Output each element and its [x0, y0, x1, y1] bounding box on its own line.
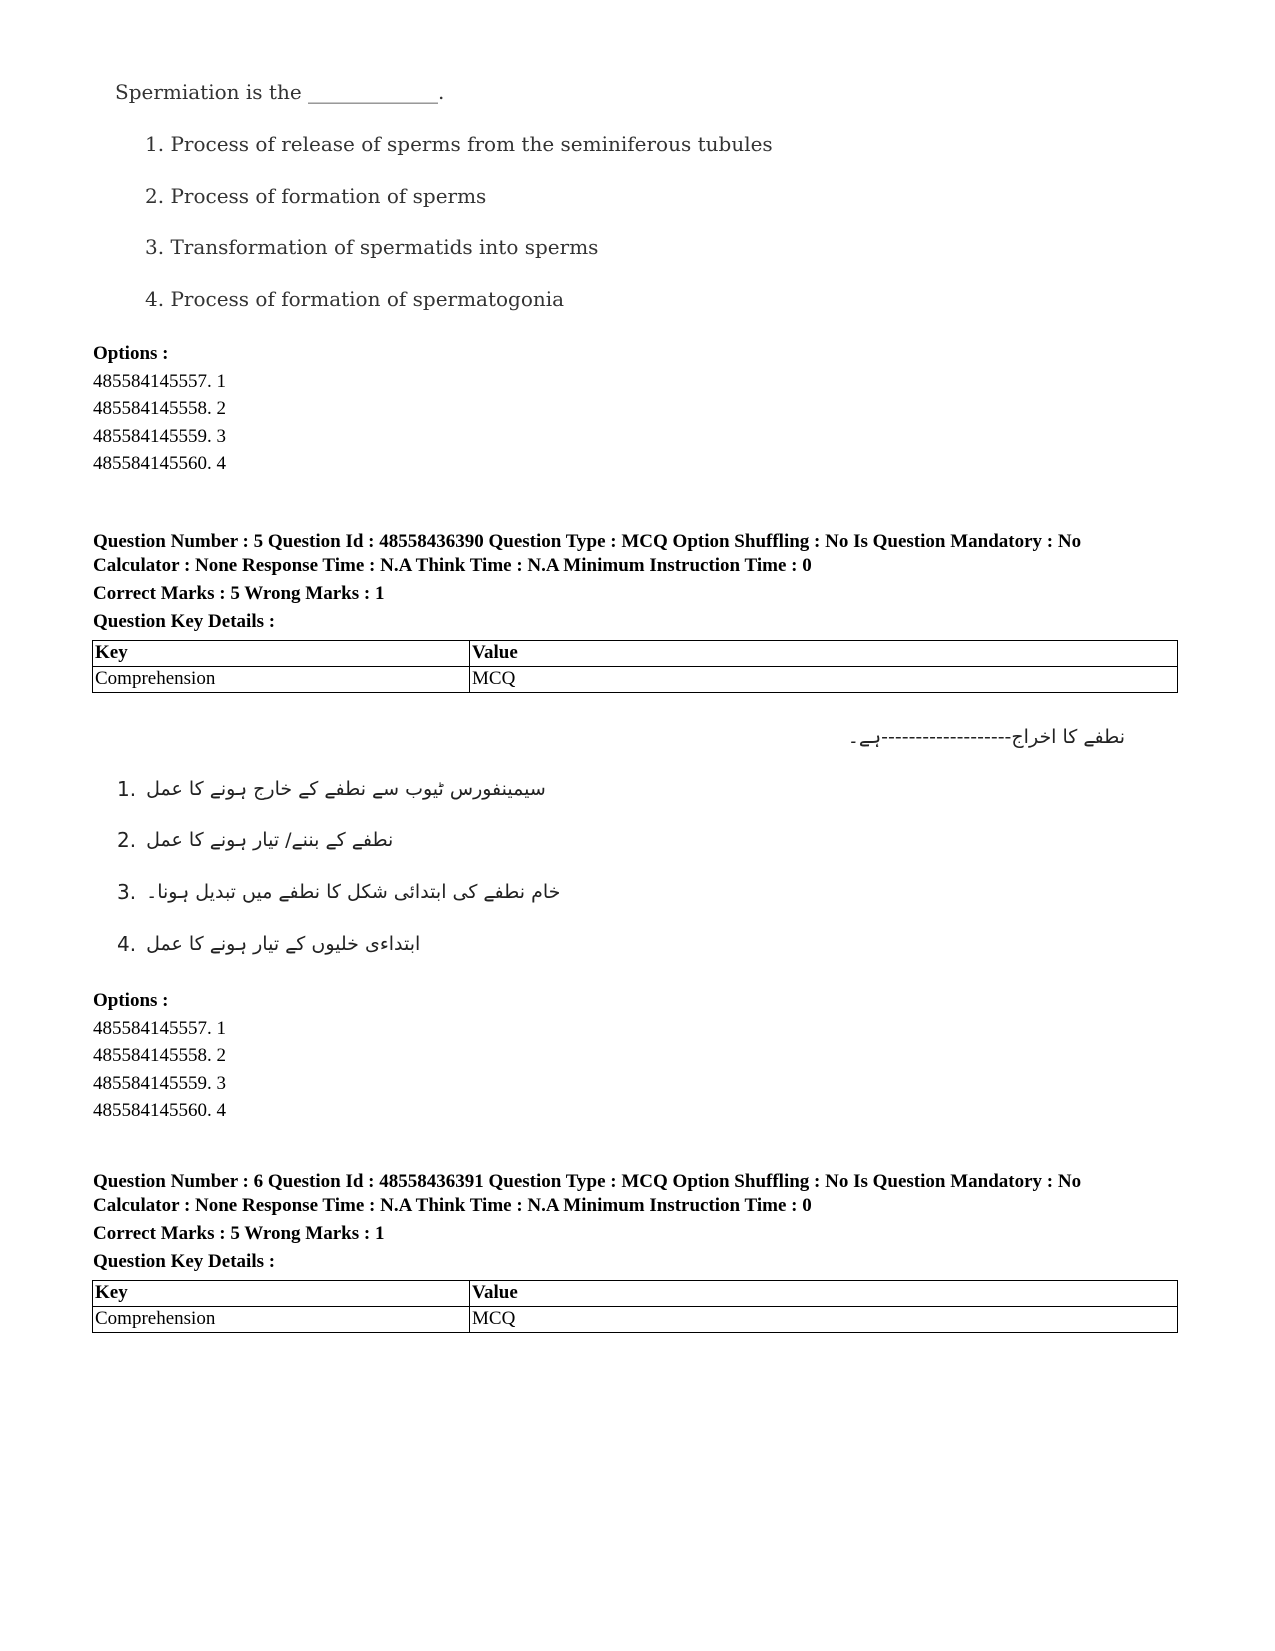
- option-2: 485584145558. 2: [93, 1045, 226, 1066]
- table-cell-key: Comprehension: [93, 1307, 470, 1333]
- question-stem: Spermiation is the _____________.: [115, 80, 445, 104]
- table-row: [93, 1307, 1178, 1333]
- urdu-choice-text: خام نطفے کی ابتدائی شکل کا نطفے میں تبدیل ہونا۔: [146, 881, 561, 903]
- urdu-choice-number: 3.: [117, 880, 137, 904]
- option-4: 485584145560. 4: [93, 1100, 226, 1121]
- choice-2: 2. Process of formation of sperms: [145, 184, 487, 208]
- urdu-choice-text: سیمینفورس ٹیوب سے نطفے کے خارج ہونے کا عمل: [146, 778, 546, 800]
- table-header-value: Value: [470, 641, 1178, 667]
- urdu-choice-text: نطفے کے بننے/ تیار ہونے کا عمل: [146, 829, 394, 851]
- urdu-choice-number: 1.: [117, 777, 137, 801]
- options-label: Options :: [93, 990, 169, 1011]
- choice-3: 3. Transformation of spermatids into sperms: [145, 235, 599, 259]
- table-cell-key: Comprehension: [93, 667, 470, 693]
- table-header-key: Key: [93, 1281, 470, 1307]
- urdu-choice-text: ابتداءی خلیوں کے تیار ہونے کا عمل: [146, 933, 421, 955]
- question-header-line1: Question Number : 5 Question Id : 48558436390 Question Type : MCQ Option Shuffling : No Is Question Mandatory : No: [93, 531, 1082, 552]
- marks-line: Correct Marks : 5 Wrong Marks : 1: [93, 1223, 385, 1244]
- table-row: [93, 667, 1178, 693]
- option-3: 485584145559. 3: [93, 426, 226, 447]
- key-value-table: [92, 640, 1178, 693]
- option-1: 485584145557. 1: [93, 371, 226, 392]
- choice-1: 1. Process of release of sperms from the seminiferous tubules: [145, 132, 773, 156]
- table-cell-value: MCQ: [470, 1307, 1178, 1333]
- urdu-question-stem: نطفے کا اخراج-------------------ہے۔: [847, 726, 1125, 748]
- marks-line: Correct Marks : 5 Wrong Marks : 1: [93, 583, 385, 604]
- urdu-choice-number: 2.: [117, 828, 137, 852]
- urdu-choice-2: [117, 828, 393, 852]
- question-header-line2: Calculator : None Response Time : N.A Think Time : N.A Minimum Instruction Time : 0: [93, 555, 812, 576]
- key-value-table: [92, 1280, 1178, 1333]
- key-details-label: Question Key Details :: [93, 1251, 276, 1272]
- table-header-row: [93, 1281, 1178, 1307]
- urdu-choice-4: [117, 932, 420, 956]
- choice-4: 4. Process of formation of spermatogonia: [145, 287, 565, 311]
- question-header-line2: Calculator : None Response Time : N.A Think Time : N.A Minimum Instruction Time : 0: [93, 1195, 812, 1216]
- option-2: 485584145558. 2: [93, 398, 226, 419]
- key-details-label: Question Key Details :: [93, 611, 276, 632]
- table-cell-value: MCQ: [470, 667, 1178, 693]
- option-1: 485584145557. 1: [93, 1018, 226, 1039]
- table-header-row: [93, 641, 1178, 667]
- table-header-value: Value: [470, 1281, 1178, 1307]
- option-4: 485584145560. 4: [93, 453, 226, 474]
- urdu-choice-1: [117, 777, 546, 801]
- question-header-line1: Question Number : 6 Question Id : 48558436391 Question Type : MCQ Option Shuffling : No Is Question Mandatory : No: [93, 1171, 1082, 1192]
- urdu-choice-3: [117, 880, 560, 904]
- urdu-choice-number: 4.: [117, 932, 137, 956]
- options-label: Options :: [93, 343, 169, 364]
- table-header-key: Key: [93, 641, 470, 667]
- option-3: 485584145559. 3: [93, 1073, 226, 1094]
